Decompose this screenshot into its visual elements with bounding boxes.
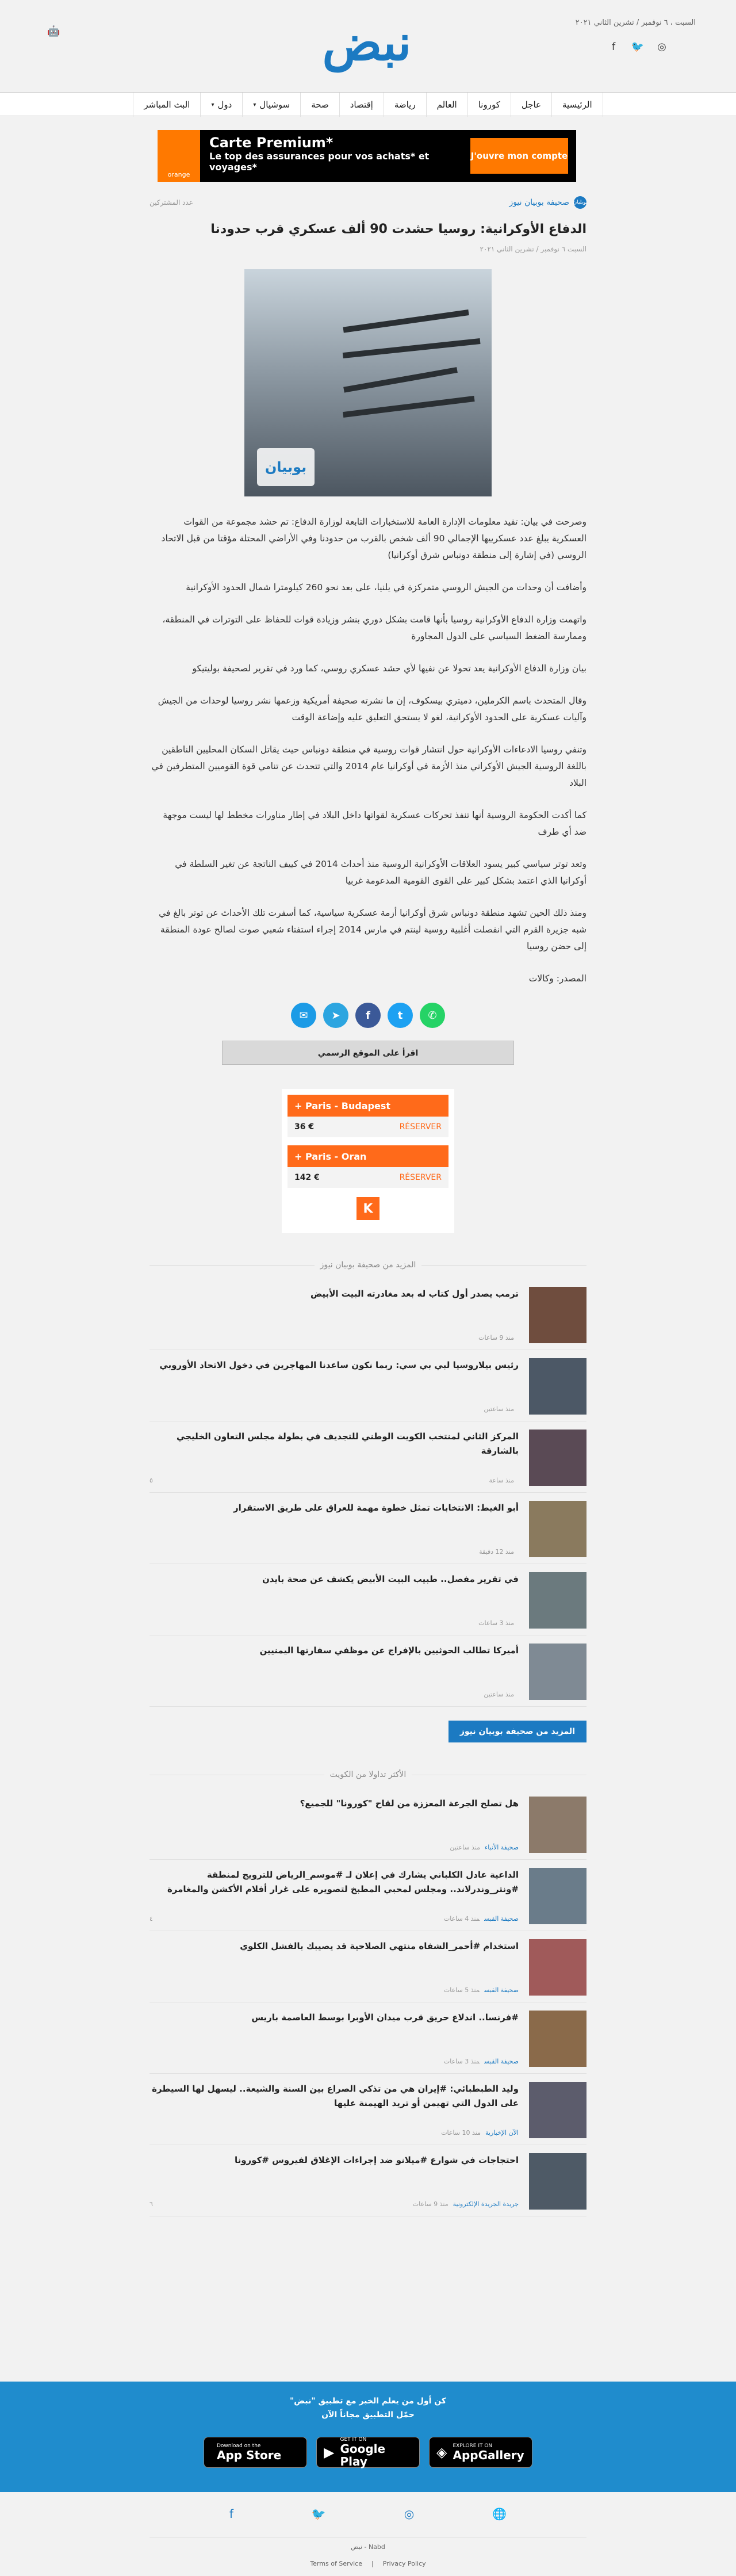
item-time: منذ ساعة [489, 1477, 514, 1484]
article-paragraph: وقال المتحدث باسم الكرملين، دميتري بيسكوف، إن ما نشرته صحيفة أمريكية وزعمها نشر روسيا لوحدات من الجيش وآليات عسكرية على الحدود الأوكرانية، لغو لا يستحق التعليق عليه وإضاعة الوقت [158, 695, 586, 723]
item-title[interactable]: في تقرير مفصل.. طبيب البيت الأبيض يكشف عن صحة بايدن [262, 1574, 519, 1584]
list-item[interactable] [150, 2145, 586, 2216]
image-watermark: بوبيان [257, 448, 315, 486]
footer-social [0, 2507, 736, 2521]
footer-links: Terms of Service | Privacy Policy [310, 2560, 426, 2567]
travel-offer[interactable] [288, 1095, 448, 1137]
item-meta [150, 2200, 519, 2208]
item-count: ٦ [150, 2200, 153, 2208]
item-time: منذ ساعتين [450, 1844, 481, 1851]
item-thumbnail [529, 1287, 586, 1343]
apple-badge[interactable]: Download on the App Store [204, 2437, 307, 2468]
nav-item-label: عاجل [521, 100, 541, 110]
nav-item-label: سوشيال [259, 100, 290, 110]
article-paragraph: وتعد توتر سياسي كبير يسود العلاقات الأوكرانية الروسية منذ أحداث 2014 في كييف الناتجة عن تغير السلطة في أوكرانيا الذي اعتمد بشكل كبير على القوى القومية المدعومة غربيا [175, 859, 586, 886]
item-meta [150, 1405, 519, 1413]
ad-cta-button[interactable]: J'ouvre mon compte [470, 138, 568, 174]
article-paragraph: المصدر: وكالات [528, 973, 586, 984]
appgallery-badge[interactable]: ◈ EXPLORE IT ON AppGallery [429, 2437, 532, 2468]
item-meta [150, 1334, 519, 1341]
item-thumbnail [529, 2082, 586, 2138]
privacy-link[interactable]: Privacy Policy [382, 2560, 426, 2567]
route-label: + Paris - Budapest [288, 1095, 448, 1117]
list-item[interactable] [150, 1279, 586, 1350]
item-title[interactable]: #فرنسا.. اندلاع حريق قرب ميدان الأوبرا بوسط العاصمة باريس [251, 2012, 519, 2023]
item-source[interactable]: صحيفة القبس [484, 2058, 519, 2065]
article-paragraph: كما أكدت الحكومة الروسية أنها تنفذ تحركات عسكرية لقواتها داخل البلاد في إطار مناورات مخطط لها ليست موجهة ضد أي طرف [163, 810, 586, 837]
trending-heading: الأكثر تداولا من الكويت [150, 1770, 586, 1779]
item-time: منذ 5 ساعات [443, 1986, 480, 1994]
terms-link[interactable]: Terms of Service [310, 2560, 362, 2567]
article-source[interactable] [509, 196, 586, 209]
more-from-source-button[interactable]: المزيد من صحيفة بوبيان نيوز [448, 1721, 586, 1742]
item-thumbnail [529, 1939, 586, 1996]
item-meta [150, 2129, 519, 2137]
header-social [607, 40, 668, 53]
os-icons [39, 25, 60, 37]
site-logo[interactable]: نبض [322, 14, 412, 72]
list-item[interactable] [150, 1421, 586, 1493]
list-item[interactable] [150, 2002, 586, 2074]
item-time: منذ 12 دقيقة [479, 1548, 514, 1555]
nav-item[interactable] [551, 93, 603, 117]
item-time: منذ 3 ساعات [443, 2058, 480, 2065]
follow-source[interactable]: عدد المشتركين [150, 198, 193, 207]
ad-text [200, 130, 462, 182]
item-meta [150, 1844, 519, 1851]
item-source[interactable]: صحيفة الأنباء [485, 1844, 519, 1851]
appgallery-icon: ◈ [436, 2444, 447, 2460]
travel-ad[interactable] [282, 1089, 454, 1233]
item-time: منذ 10 ساعات [441, 2129, 481, 2137]
article-date: السبت ٦ نوفمبر / تشرين الثاني ٢٠٢١ [480, 245, 586, 253]
google-play-badge[interactable]: ▶ GET IT ON Google Play [316, 2437, 420, 2468]
list-item[interactable] [150, 1931, 586, 2002]
travel-offer[interactable] [288, 1145, 448, 1188]
item-source[interactable]: الآن الإخبارية [485, 2129, 519, 2137]
ad-title: Carte Premium* [209, 135, 334, 151]
item-thumbnail [529, 1797, 586, 1853]
chevron-down-icon: ▾ [253, 101, 256, 108]
article-paragraph: ومنذ ذلك الحين تشهد منطقة دونباس شرق أوكرانيا أزمة عسكرية سياسية، كما أسفرت تلك الأحداث عن توتر بالغ في شبه جزيرة القرم التي انفصلت أغلبية روسية لينتم في مارس 2014 إجراء استفتاء شعبي صوت لصالح عودة المنطقة إلى حضن روسيا [159, 908, 586, 951]
item-thumbnail [529, 1358, 586, 1415]
item-meta [150, 1477, 519, 1484]
header-date: السبت ، ٦ نوفمبر / تشرين الثاني ٢٠٢١ [575, 18, 696, 27]
article-body [150, 514, 586, 987]
item-title[interactable]: هل تصلح الجرعة المعززة من لقاح "كورونا" للجميع؟ [300, 1798, 519, 1809]
nav-item-label: صحة [311, 100, 329, 110]
app-promo [0, 2382, 736, 2492]
item-meta [150, 1548, 519, 1555]
item-thumbnail [529, 1430, 586, 1486]
nav-item-label: رياضة [394, 100, 416, 110]
more-from-source-heading: المزيد من صحيفة بوبيان نيوز [150, 1260, 586, 1270]
share-bar [150, 1003, 586, 1028]
article-paragraph: واتهمت وزارة الدفاع الأوكرانية روسيا بأنها قامت بشكل دوري بنشر وزيادة قوات للحفاظ على التوترات في المنطقة، وممارسة الضغط السياسي على الدول المجاورة [162, 614, 586, 641]
item-meta [150, 1619, 519, 1627]
list-item[interactable] [150, 1564, 586, 1635]
price: 142 € [294, 1173, 320, 1182]
reserve-button[interactable]: RÉSERVER [399, 1173, 442, 1182]
item-count: ٥ [150, 1477, 153, 1484]
ad-brand-logo: orange [158, 130, 200, 182]
article-title: الدفاع الأوكرانية: روسيا حشدت 90 ألف عسكري قرب حدودنا [210, 222, 586, 236]
twitter-icon[interactable]: t [388, 1003, 413, 1028]
item-source[interactable]: صحيفة القبس [484, 1915, 519, 1923]
item-title[interactable]: ترمب يصدر أول كتاب له بعد مغادرته البيت الأبيض [310, 1289, 519, 1299]
nav-item[interactable] [426, 93, 467, 117]
nav-item-label: دول [217, 100, 232, 110]
footer [0, 2492, 736, 2576]
list-item[interactable] [150, 1635, 586, 1707]
nav-item[interactable] [200, 93, 242, 117]
nav-item[interactable] [242, 93, 300, 117]
store-badges [0, 2437, 736, 2468]
item-thumbnail [529, 1644, 586, 1700]
nav-item-label: البث المباشر [144, 100, 190, 110]
banner-ad[interactable] [158, 130, 576, 182]
item-title[interactable]: الداعية عادل الكلباني يشارك في إعلان لـ #موسم_الرياض للترويج لمنطقة #ونتر_وندرلاند.. ومجلس لمحبي المطبخ لتصويره على غرار أفلام الأكشن والمغامرة [167, 1870, 519, 1894]
article-paragraph: بيان وزارة الدفاع الأوكرانية يعد تحولا عن نفيها لأي حشد عسكري روسي، كما ورد في تقرير لصحيفة بوليتيكو [192, 663, 586, 674]
nav-item[interactable] [384, 93, 426, 117]
list-item[interactable] [150, 2074, 586, 2145]
item-thumbnail [529, 1868, 586, 1924]
twitter-icon[interactable]: 🐦 [631, 40, 645, 53]
list-item[interactable] [150, 1493, 586, 1564]
item-meta [150, 1691, 519, 1698]
ad-subtitle: Le top des assurances pour vos achats* et voyages* [209, 151, 430, 173]
main-nav [0, 92, 736, 116]
route-label: + Paris - Oran [288, 1145, 448, 1167]
item-title[interactable]: المركز الثاني لمنتخب الكويت الوطني للتجديف في بطولة مجلس التعاون الخليجي بالشارقة [176, 1431, 519, 1456]
item-time: منذ 9 ساعات [412, 2200, 448, 2208]
whatsapp-icon[interactable]: ✆ [420, 1003, 445, 1028]
article [150, 196, 586, 2216]
nav-item[interactable] [133, 93, 200, 117]
item-source[interactable]: صحيفة القبس [484, 1986, 519, 1994]
item-time: منذ 9 ساعات [478, 1334, 514, 1341]
item-count: ٤ [150, 1915, 153, 1923]
item-thumbnail [529, 2153, 586, 2210]
price: 36 € [294, 1122, 315, 1132]
nav-item-label: كورونا [478, 100, 500, 110]
more-from-source-list [150, 1279, 586, 1707]
article-image [244, 269, 492, 496]
item-title[interactable]: أميركا تطالب الحوثيين بالإفراج عن موظفي سفارتها اليمنيين [259, 1645, 519, 1656]
item-meta [150, 1915, 519, 1923]
nav-item-label: الرئيسية [562, 100, 592, 110]
promo-line-1: كن أول من يعلم الخبر مع تطبيق "نبض" [289, 2397, 447, 2406]
instagram-icon[interactable]: ◎ [657, 40, 666, 53]
item-title[interactable]: وليد الطبطبائي: #إيران هي من تذكي الصراع بين السنة والشيعة.. ليسهل لها السيطرة على الدول التي تهيمن أو تريد الهيمنة عليها [152, 2084, 519, 2108]
article-paragraph: وتنفي روسيا الادعاءات الأوكرانية حول انتشار قوات روسية في منطقة دونباس حيث يقاتل السكان المحليين الناطقين باللغة الروسية الجيش الأوكراني منذ الأزمة في أوكرانيا عام 2014 والتي تتحدث عن تنامي قوة القوميين المتطرفين في البلاد [151, 744, 586, 788]
google-play-icon: ▶ [324, 2444, 335, 2460]
item-title[interactable]: احتجاجات في شوارع #ميلانو ضد إجراءات الإغلاق لفيروس #كورونا [234, 2155, 519, 2165]
trending-list [150, 1788, 586, 2216]
android-icon[interactable]: 🤖 [47, 25, 60, 37]
facebook-icon[interactable]: f [355, 1003, 381, 1028]
price-row [288, 1167, 448, 1188]
item-source[interactable]: جريدة الجريدة الإلكترونية [453, 2200, 519, 2208]
facebook-icon[interactable]: f [611, 40, 616, 53]
email-icon[interactable]: ✉ [291, 1003, 316, 1028]
nav-item-label: العالم [436, 100, 457, 110]
item-meta [150, 1986, 519, 1994]
item-thumbnail [529, 1501, 586, 1557]
source-logo: بوبليان [574, 196, 586, 209]
nav-item[interactable] [467, 93, 511, 117]
nav-item[interactable] [511, 93, 551, 117]
read-on-official-site-button[interactable]: اقرأ على الموقع الرسمي [222, 1041, 514, 1065]
article-paragraph: وأضافت أن وحدات من الجيش الروسي متمركزة في يلنيا، على بعد نحو 260 كيلومترا شمال الحدود الأوكرانية [186, 582, 586, 593]
promo-line-2: حمّل التطبيق مجاناً الآن [321, 2410, 415, 2420]
footer-brand: Nabd - نبض [351, 2543, 385, 2551]
item-title[interactable]: أبو الغيط: الانتخابات تمثل خطوة مهمة للعراق على طريق الاستقرار [233, 1503, 519, 1513]
article-source-row [150, 196, 586, 209]
facebook-icon[interactable]: f [229, 2507, 233, 2521]
telegram-icon[interactable]: ➤ [323, 1003, 348, 1028]
nav-item[interactable] [339, 93, 384, 117]
item-thumbnail [529, 1572, 586, 1629]
price-row [288, 1117, 448, 1137]
item-thumbnail [529, 2011, 586, 2067]
nav-item[interactable] [300, 93, 339, 117]
list-item[interactable] [150, 1350, 586, 1421]
nav-item-label: إقتصاد [350, 100, 373, 110]
item-time: منذ 3 ساعات [478, 1619, 514, 1627]
item-title[interactable]: رئيس بيلاروسيا لبي بي سي: ربما نكون ساعدنا المهاجرين في دخول الاتحاد الأوروبي [159, 1360, 519, 1370]
item-time: منذ ساعتين [484, 1691, 514, 1698]
kiwi-logo: K [356, 1197, 379, 1220]
article-paragraph: وصرحت في بيان: تفيد معلومات الإدارة العامة للاستخبارات التابعة لوزارة الدفاع: تم حشد مجموعة من القوات العسكرية يبلغ عدد عسكرييها الإجمالي 90 ألف شخص بالقرب من حدودنا وفي الأراضي المحتلة مؤقتا من قبل الاتحاد الروسي (في إشارة إلى منطقة دونباس شرق أوكرانيا) [161, 517, 586, 560]
reserve-button[interactable]: RÉSERVER [399, 1122, 442, 1132]
item-meta [150, 2058, 519, 2065]
twitter-icon[interactable]: 🐦 [311, 2507, 326, 2521]
source-name: صحيفة بوبيان نيوز [509, 198, 569, 207]
top-header [0, 0, 736, 92]
list-item[interactable] [150, 1860, 586, 1931]
globe-icon[interactable]: 🌐 [492, 2507, 507, 2521]
chevron-down-icon: ▾ [211, 101, 214, 108]
list-item[interactable] [150, 1788, 586, 1860]
item-time: منذ 4 ساعات [443, 1915, 480, 1923]
instagram-icon[interactable]: ◎ [404, 2507, 415, 2521]
item-time: منذ ساعتين [484, 1405, 514, 1413]
item-title[interactable]: استخدام #أحمر_الشفاه منتهي الصلاحية قد يصيبك بالفشل الكلوي [240, 1941, 519, 1951]
